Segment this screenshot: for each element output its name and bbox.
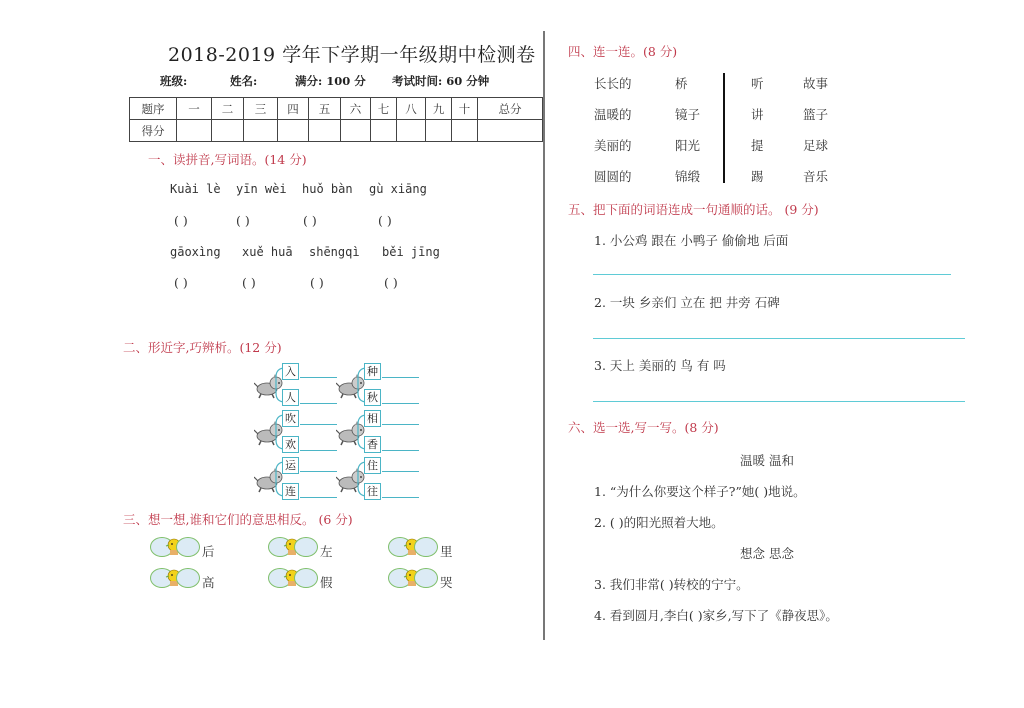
answer-bubble[interactable] — [414, 568, 438, 588]
sentence-words-1: 1. 小公鸡 跟在 小鸭子 偷偷地 后面 — [594, 233, 789, 248]
table-cell: 题序 — [130, 98, 177, 120]
answer-bubble[interactable] — [414, 537, 438, 557]
char-box: 欢 — [282, 436, 299, 453]
score-input-cell[interactable] — [452, 120, 478, 142]
char-box: 秋 — [364, 389, 381, 406]
write-line[interactable] — [382, 497, 419, 498]
score-table — [129, 97, 543, 142]
fill-question-4[interactable]: 4. 看到圆月,李白( )家乡,写下了《静夜思》。 — [594, 608, 838, 623]
score-input-cell[interactable] — [212, 120, 244, 142]
table-cell: 四 — [278, 98, 309, 120]
fill-question-1[interactable]: 1. “为什么你要这个样子?”她( )地说。 — [594, 484, 806, 499]
name-label: 姓名: — [230, 74, 258, 88]
pinyin-2: yīn wèi — [236, 182, 287, 196]
pinyin-8: běi jīng — [382, 245, 440, 259]
write-line[interactable] — [382, 450, 419, 451]
score-input-cell[interactable] — [478, 120, 543, 142]
pinyin-6: xuě huā — [242, 245, 293, 259]
answer-bubble[interactable] — [176, 568, 200, 588]
table-cell: 一 — [177, 98, 212, 120]
table-cell: 六 — [341, 98, 371, 120]
char-box: 香 — [364, 436, 381, 453]
score-input-cell[interactable] — [309, 120, 341, 142]
answer-paren[interactable]: ( ) — [236, 213, 250, 228]
fill-question-2[interactable]: 2. ( )的阳光照着大地。 — [594, 515, 724, 530]
match-word[interactable]: 镜子 — [675, 107, 701, 122]
pinyin-4: gù xiāng — [369, 182, 427, 196]
antonym-word: 左 — [320, 544, 333, 559]
char-box: 入 — [282, 363, 299, 380]
score-input-cell[interactable] — [278, 120, 309, 142]
match-word[interactable]: 听 — [751, 76, 764, 91]
write-line[interactable] — [300, 377, 337, 378]
section4-heading: 四、连一连。(8 分) — [568, 44, 678, 59]
match-word[interactable]: 足球 — [803, 138, 829, 153]
full-score: 满分: 100 分 — [295, 74, 366, 88]
match-word[interactable]: 长长的 — [594, 76, 632, 91]
match-word[interactable]: 温暖的 — [594, 107, 632, 122]
score-input-cell[interactable] — [341, 120, 371, 142]
match-word[interactable]: 踢 — [751, 169, 764, 184]
score-table-score-row — [130, 120, 543, 142]
char-box: 相 — [364, 410, 381, 427]
score-input-cell[interactable] — [397, 120, 426, 142]
table-cell: 三 — [244, 98, 278, 120]
table-cell: 九 — [426, 98, 452, 120]
char-box: 吹 — [282, 410, 299, 427]
match-word[interactable]: 故事 — [803, 76, 829, 91]
section3-heading: 三、想一想,谁和它们的意思相反。 (6 分) — [123, 512, 353, 527]
antonym-word: 哭 — [440, 575, 453, 590]
match-word[interactable]: 阳光 — [675, 138, 701, 153]
char-box: 连 — [282, 483, 299, 500]
page-title: 2018-2019 学年下学期一年级期中检测卷 — [168, 44, 536, 66]
answer-line-1[interactable] — [593, 274, 951, 275]
table-cell: 得分 — [130, 120, 177, 142]
sentence-words-3: 3. 天上 美丽的 鸟 有 吗 — [594, 358, 726, 373]
char-box: 种 — [364, 363, 381, 380]
match-divider-line — [723, 73, 725, 183]
match-word[interactable]: 锦缎 — [675, 169, 701, 184]
word-choices-2: 想念 思念 — [740, 546, 794, 561]
write-line[interactable] — [300, 471, 337, 472]
answer-paren[interactable]: ( ) — [378, 213, 392, 228]
match-word[interactable]: 篮子 — [803, 107, 829, 122]
section1-heading: 一、读拼音,写词语。(14 分) — [148, 152, 307, 167]
match-word[interactable]: 美丽的 — [594, 138, 632, 153]
table-cell: 二 — [212, 98, 244, 120]
match-word[interactable]: 音乐 — [803, 169, 829, 184]
write-line[interactable] — [300, 424, 337, 425]
match-word[interactable]: 讲 — [751, 107, 764, 122]
column-divider — [543, 31, 545, 640]
answer-paren[interactable]: ( ) — [384, 275, 398, 290]
pinyin-3: huǒ bàn — [302, 182, 353, 196]
score-input-cell[interactable] — [371, 120, 397, 142]
sentence-words-2: 2. 一块 乡亲们 立在 把 井旁 石碑 — [594, 295, 780, 310]
char-box: 人 — [282, 389, 299, 406]
score-input-cell[interactable] — [177, 120, 212, 142]
class-label: 班级: — [160, 74, 188, 88]
score-table-header-row — [130, 98, 543, 120]
section2-heading: 二、形近字,巧辨析。(12 分) — [123, 340, 282, 355]
pinyin-1: Kuài lè — [170, 182, 221, 196]
answer-line-2[interactable] — [593, 338, 965, 339]
write-line[interactable] — [382, 471, 419, 472]
table-cell: 八 — [397, 98, 426, 120]
antonym-word: 里 — [440, 544, 453, 559]
score-input-cell[interactable] — [244, 120, 278, 142]
write-line[interactable] — [300, 403, 337, 404]
pinyin-5: gāoxìng — [170, 245, 221, 259]
answer-paren[interactable]: ( ) — [174, 213, 188, 228]
antonym-word: 高 — [202, 575, 215, 590]
antonym-word: 假 — [320, 575, 333, 590]
fill-question-3[interactable]: 3. 我们非常( )转校的宁宁。 — [594, 577, 749, 592]
write-line[interactable] — [300, 450, 337, 451]
answer-paren[interactable]: ( ) — [242, 275, 256, 290]
table-cell: 七 — [371, 98, 397, 120]
answer-paren[interactable]: ( ) — [303, 213, 317, 228]
table-cell: 总分 — [478, 98, 543, 120]
answer-paren[interactable]: ( ) — [310, 275, 324, 290]
answer-bubble[interactable] — [176, 537, 200, 557]
table-cell: 十 — [452, 98, 478, 120]
answer-line-3[interactable] — [593, 401, 965, 402]
score-input-cell[interactable] — [426, 120, 452, 142]
table-cell: 五 — [309, 98, 341, 120]
section6-heading: 六、选一选,写一写。(8 分) — [568, 420, 719, 435]
answer-paren[interactable]: ( ) — [174, 275, 188, 290]
write-line[interactable] — [300, 497, 337, 498]
char-box: 运 — [282, 457, 299, 474]
match-word[interactable]: 桥 — [675, 76, 688, 91]
section5-heading: 五、把下面的词语连成一句通顺的话。 (9 分) — [568, 202, 819, 217]
char-box: 往 — [364, 483, 381, 500]
write-line[interactable] — [382, 424, 419, 425]
match-word[interactable]: 提 — [751, 138, 764, 153]
match-word[interactable]: 圆圆的 — [594, 169, 632, 184]
word-choices-1: 温暖 温和 — [740, 453, 794, 468]
exam-time: 考试时间: 60 分钟 — [392, 74, 490, 88]
antonym-word: 后 — [202, 544, 215, 559]
char-box: 住 — [364, 457, 381, 474]
answer-bubble[interactable] — [294, 568, 318, 588]
write-line[interactable] — [382, 403, 419, 404]
answer-bubble[interactable] — [294, 537, 318, 557]
write-line[interactable] — [382, 377, 419, 378]
pinyin-7: shēngqì — [309, 245, 360, 259]
